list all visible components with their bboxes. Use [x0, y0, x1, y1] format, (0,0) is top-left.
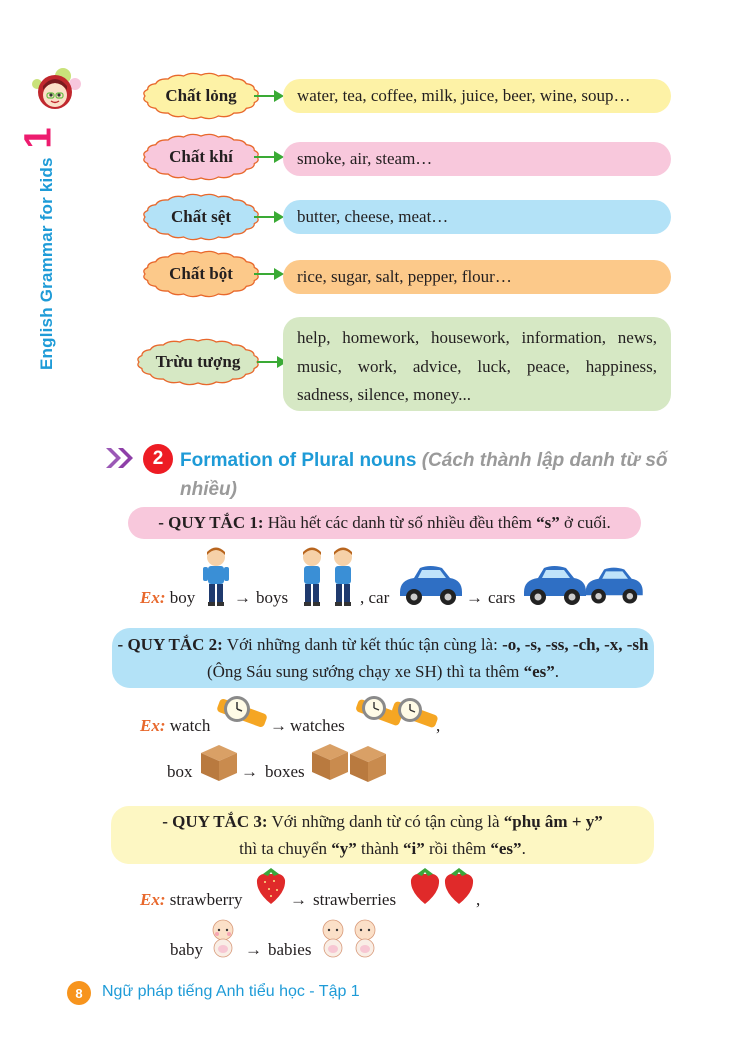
side-title-text: English Grammar for kids	[37, 157, 56, 370]
category-label	[136, 338, 260, 386]
rule-2-text-b: (Ông Sáu sung sướng chạy xe SH) thì ta thêm	[206, 662, 524, 681]
rule-1-text-end: ở cuối.	[559, 513, 611, 532]
category-examples-text: smoke, air, steam…	[297, 149, 433, 168]
example-line-3	[140, 890, 242, 910]
boxes-icon	[310, 740, 390, 789]
cars-icon	[520, 562, 646, 611]
example-line-2	[140, 716, 210, 736]
strawberry-icon	[254, 866, 288, 911]
word-strawberries: strawberries	[313, 890, 397, 909]
category-label-text: Trừu tượng	[155, 352, 241, 371]
watch-icon	[215, 692, 269, 737]
word-watches: watches	[290, 716, 345, 735]
rule-3-text-d: rồi thêm	[424, 839, 491, 858]
rule-3-prefix: - QUY TẮC 3:	[162, 812, 268, 831]
rule-2-box	[112, 628, 654, 688]
word-watch: watch	[169, 716, 211, 735]
word-cars: cars	[488, 588, 516, 607]
word-boys: boys	[256, 588, 289, 607]
word-car: , car	[360, 588, 390, 607]
watches-icon	[354, 692, 441, 737]
arrow-1: →	[234, 588, 251, 607]
arrow-5: →	[290, 890, 307, 909]
rule-2-text-c: .	[554, 662, 560, 681]
category-label-text: Chất khí	[169, 147, 233, 166]
rule-3-bold-y: “y”	[331, 839, 357, 858]
category-examples-box	[283, 317, 671, 411]
section-title-en: Formation of Plural nouns	[180, 450, 417, 471]
category-examples-text: butter, cheese, meat…	[297, 207, 449, 226]
rule-2-text: Với những danh từ kết thúc tận cùng là:	[222, 635, 503, 654]
category-label-text: Chất bột	[169, 264, 233, 283]
rule-3-text-c: thành	[356, 839, 404, 858]
page-number: 8	[67, 981, 91, 1005]
category-label	[142, 250, 260, 298]
box-icon	[199, 741, 239, 788]
word-strawberry: strawberry	[169, 890, 243, 909]
babies-icon	[318, 918, 384, 965]
category-examples-text: water, tea, coffee, milk, juice, beer, wine, soup…	[297, 86, 631, 105]
category-label	[142, 72, 260, 120]
rule-3-bold-i: “i”	[403, 839, 425, 858]
word-babies: babies	[268, 940, 312, 959]
rule-1-text: Hầu hết các danh từ số nhiều đều thêm	[263, 513, 537, 532]
category-label	[142, 133, 260, 181]
ex-label: Ex:	[140, 588, 166, 607]
section-number: 2	[143, 444, 173, 474]
boys-icon	[296, 545, 360, 612]
comma-1: ,	[436, 716, 441, 735]
rule-3-text: Với những danh từ có tận cùng là	[267, 812, 504, 831]
footer-title: Ngữ pháp tiếng Anh tiểu học - Tập 1	[102, 983, 360, 1000]
arrow-3: →	[270, 716, 287, 735]
word-box: box	[167, 762, 193, 781]
baby-icon	[208, 918, 238, 965]
rule-1-box	[128, 507, 641, 539]
category-examples-box	[283, 260, 671, 294]
example-line-1	[140, 588, 195, 608]
rule-2-bold-endings: -o, -s, -ss, -ch, -x, -sh	[502, 635, 649, 654]
rule-2-bold-es: “es”	[523, 662, 555, 681]
car-icon	[396, 562, 464, 611]
ex-label: Ex:	[140, 890, 166, 909]
category-examples-box	[283, 79, 671, 113]
side-title	[17, 125, 74, 370]
category-examples-text: help, homework, housework, information, news, music, work, advice, luck, peace, happiness, sadness, silence, money...	[297, 328, 657, 404]
ex-label: Ex:	[140, 716, 166, 735]
arrow-4: →	[241, 762, 258, 781]
arrow-right-icon	[254, 210, 284, 224]
category-label-text: Chất sệt	[171, 207, 231, 226]
rule-3-text-e: .	[521, 839, 526, 858]
arrow-right-icon	[254, 267, 284, 281]
rule-3-bold-es: “es”	[490, 839, 522, 858]
category-examples-box	[283, 200, 671, 234]
rule-2-prefix: - QUY TẮC 2:	[117, 635, 223, 654]
section-title	[180, 446, 690, 504]
strawberries-icon	[408, 866, 476, 911]
category-label-text: Chất lỏng	[165, 86, 237, 105]
chevron-right-icon	[104, 446, 136, 470]
rule-1-bold: “s”	[536, 513, 560, 532]
word-baby: baby	[170, 940, 204, 959]
side-title-number: 1	[17, 127, 60, 149]
category-examples-box	[283, 142, 671, 176]
comma-2: ,	[476, 890, 481, 909]
rule-3-text-b: thì ta chuyển	[239, 839, 332, 858]
rule-1-prefix: - QUY TẮC 1:	[158, 513, 264, 532]
section-title-vn: (Cách thành lập danh từ số nhiều)	[180, 450, 668, 500]
word-boy: boy	[169, 588, 196, 607]
girl-logo-icon	[25, 62, 85, 120]
category-label	[142, 193, 260, 241]
rule-3-bold-consonant-y: “phụ âm + y”	[503, 812, 603, 831]
rule-3-box	[111, 806, 654, 864]
word-boxes: boxes	[265, 762, 305, 781]
boy-icon	[200, 545, 232, 612]
arrow-6: →	[245, 940, 262, 959]
arrow-2: →	[466, 588, 483, 607]
category-examples-text: rice, sugar, salt, pepper, flour…	[297, 267, 512, 286]
arrow-right-icon	[254, 89, 284, 103]
arrow-right-icon	[254, 150, 284, 164]
